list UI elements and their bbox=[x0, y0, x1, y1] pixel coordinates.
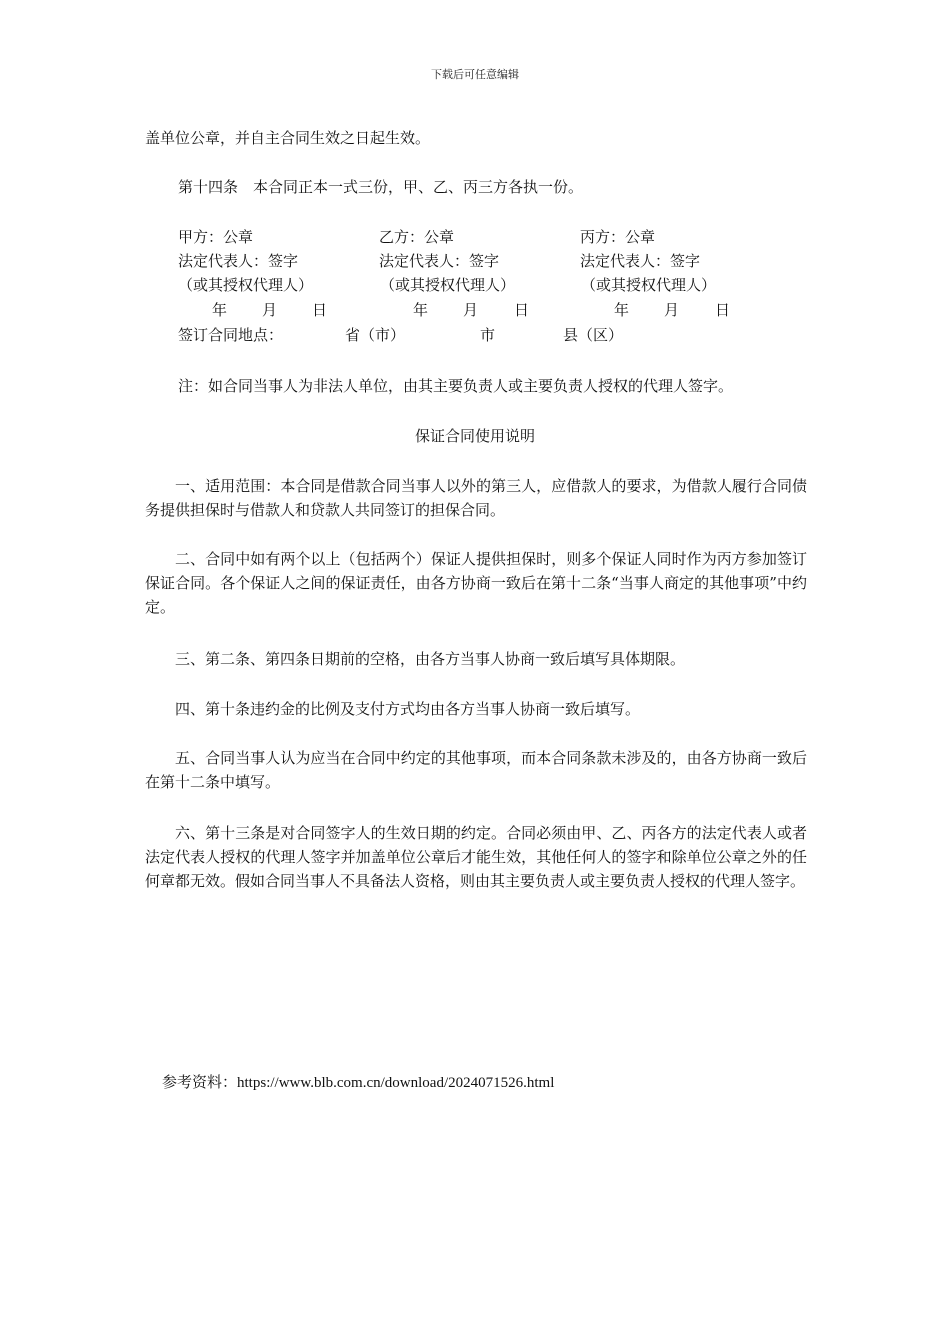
signing-location-province: 省（市） bbox=[345, 326, 406, 344]
contract-note: 注：如合同当事人为非法人单位，由其主要负责人或主要负责人授权的代理人签字。 bbox=[178, 377, 734, 395]
party-b-day: 日 bbox=[514, 301, 530, 319]
party-c-year: 年 bbox=[614, 301, 630, 319]
contract-line-top: 盖单位公章，并自主合同生效之日起生效。 bbox=[145, 129, 431, 147]
party-c-day: 日 bbox=[715, 301, 731, 319]
party-a-seal: 甲方：公章 bbox=[178, 228, 254, 246]
party-a-representative: 法定代表人：签字 bbox=[178, 252, 299, 270]
party-c-month: 月 bbox=[664, 301, 680, 319]
party-b-representative: 法定代表人：签字 bbox=[379, 252, 500, 270]
party-a-agent: （或其授权代理人） bbox=[178, 276, 314, 294]
party-b-agent: （或其授权代理人） bbox=[380, 276, 516, 294]
party-c-representative: 法定代表人：签字 bbox=[580, 252, 701, 270]
reference-url[interactable]: https://www.blb.com.cn/download/2024071526.html bbox=[237, 1075, 555, 1091]
signing-location-county: 县（区） bbox=[563, 326, 624, 344]
instruction-item-6: 六、第十三条是对合同签字人的生效日期的约定。合同必须由甲、乙、丙各方的法定代表人或者法定代表人授权的代理人签字并加盖单位公章后才能生效，其他任何人的签字和除单位公章之外的任何章都无效。假如合同当事人不具备法人资格，则由其主要负责人或主要负责人授权的代理人签字。 bbox=[145, 824, 807, 890]
signing-location-city: 市 bbox=[480, 326, 496, 344]
party-a-year: 年 bbox=[212, 301, 228, 319]
party-a-month: 月 bbox=[262, 301, 278, 319]
instruction-item-3: 三、第二条、第四条日期前的空格，由各方当事人协商一致后填写具体期限。 bbox=[175, 650, 686, 668]
party-b-seal: 乙方：公章 bbox=[379, 228, 455, 246]
party-c-agent: （或其授权代理人） bbox=[581, 276, 717, 294]
reference-line bbox=[162, 1070, 554, 1095]
instruction-item-1: 一、适用范围：本合同是借款合同当事人以外的第三人，应借款人的要求，为借款人履行合同债务提供担保时与借款人和贷款人共同签订的担保合同。 bbox=[145, 477, 807, 519]
article-14: 第十四条 本合同正本一式三份，甲、乙、丙三方各执一份。 bbox=[178, 178, 584, 196]
party-a-day: 日 bbox=[312, 301, 328, 319]
party-c-seal: 丙方：公章 bbox=[580, 228, 656, 246]
instructions-title: 保证合同使用说明 bbox=[414, 427, 535, 445]
instruction-item-2: 二、合同中如有两个以上（包括两个）保证人提供担保时，则多个保证人同时作为丙方参加签订保证合同。各个保证人之间的保证责任，由各方协商一致后在第十二条“当事人商定的其他事项”中约定。 bbox=[145, 550, 807, 616]
instruction-item-4: 四、第十条违约金的比例及支付方式均由各方当事人协商一致后填写。 bbox=[175, 700, 641, 718]
reference-label: 参考资料： bbox=[162, 1073, 238, 1091]
party-b-month: 月 bbox=[463, 301, 479, 319]
instruction-item-5: 五、合同当事人认为应当在合同中约定的其他事项，而本合同条款未涉及的，由各方协商一致后在第十二条中填写。 bbox=[145, 749, 807, 791]
party-b-year: 年 bbox=[413, 301, 429, 319]
signing-location-label: 签订合同地点： bbox=[178, 326, 284, 344]
page-header-note: 下载后可任意编辑 bbox=[431, 68, 519, 81]
